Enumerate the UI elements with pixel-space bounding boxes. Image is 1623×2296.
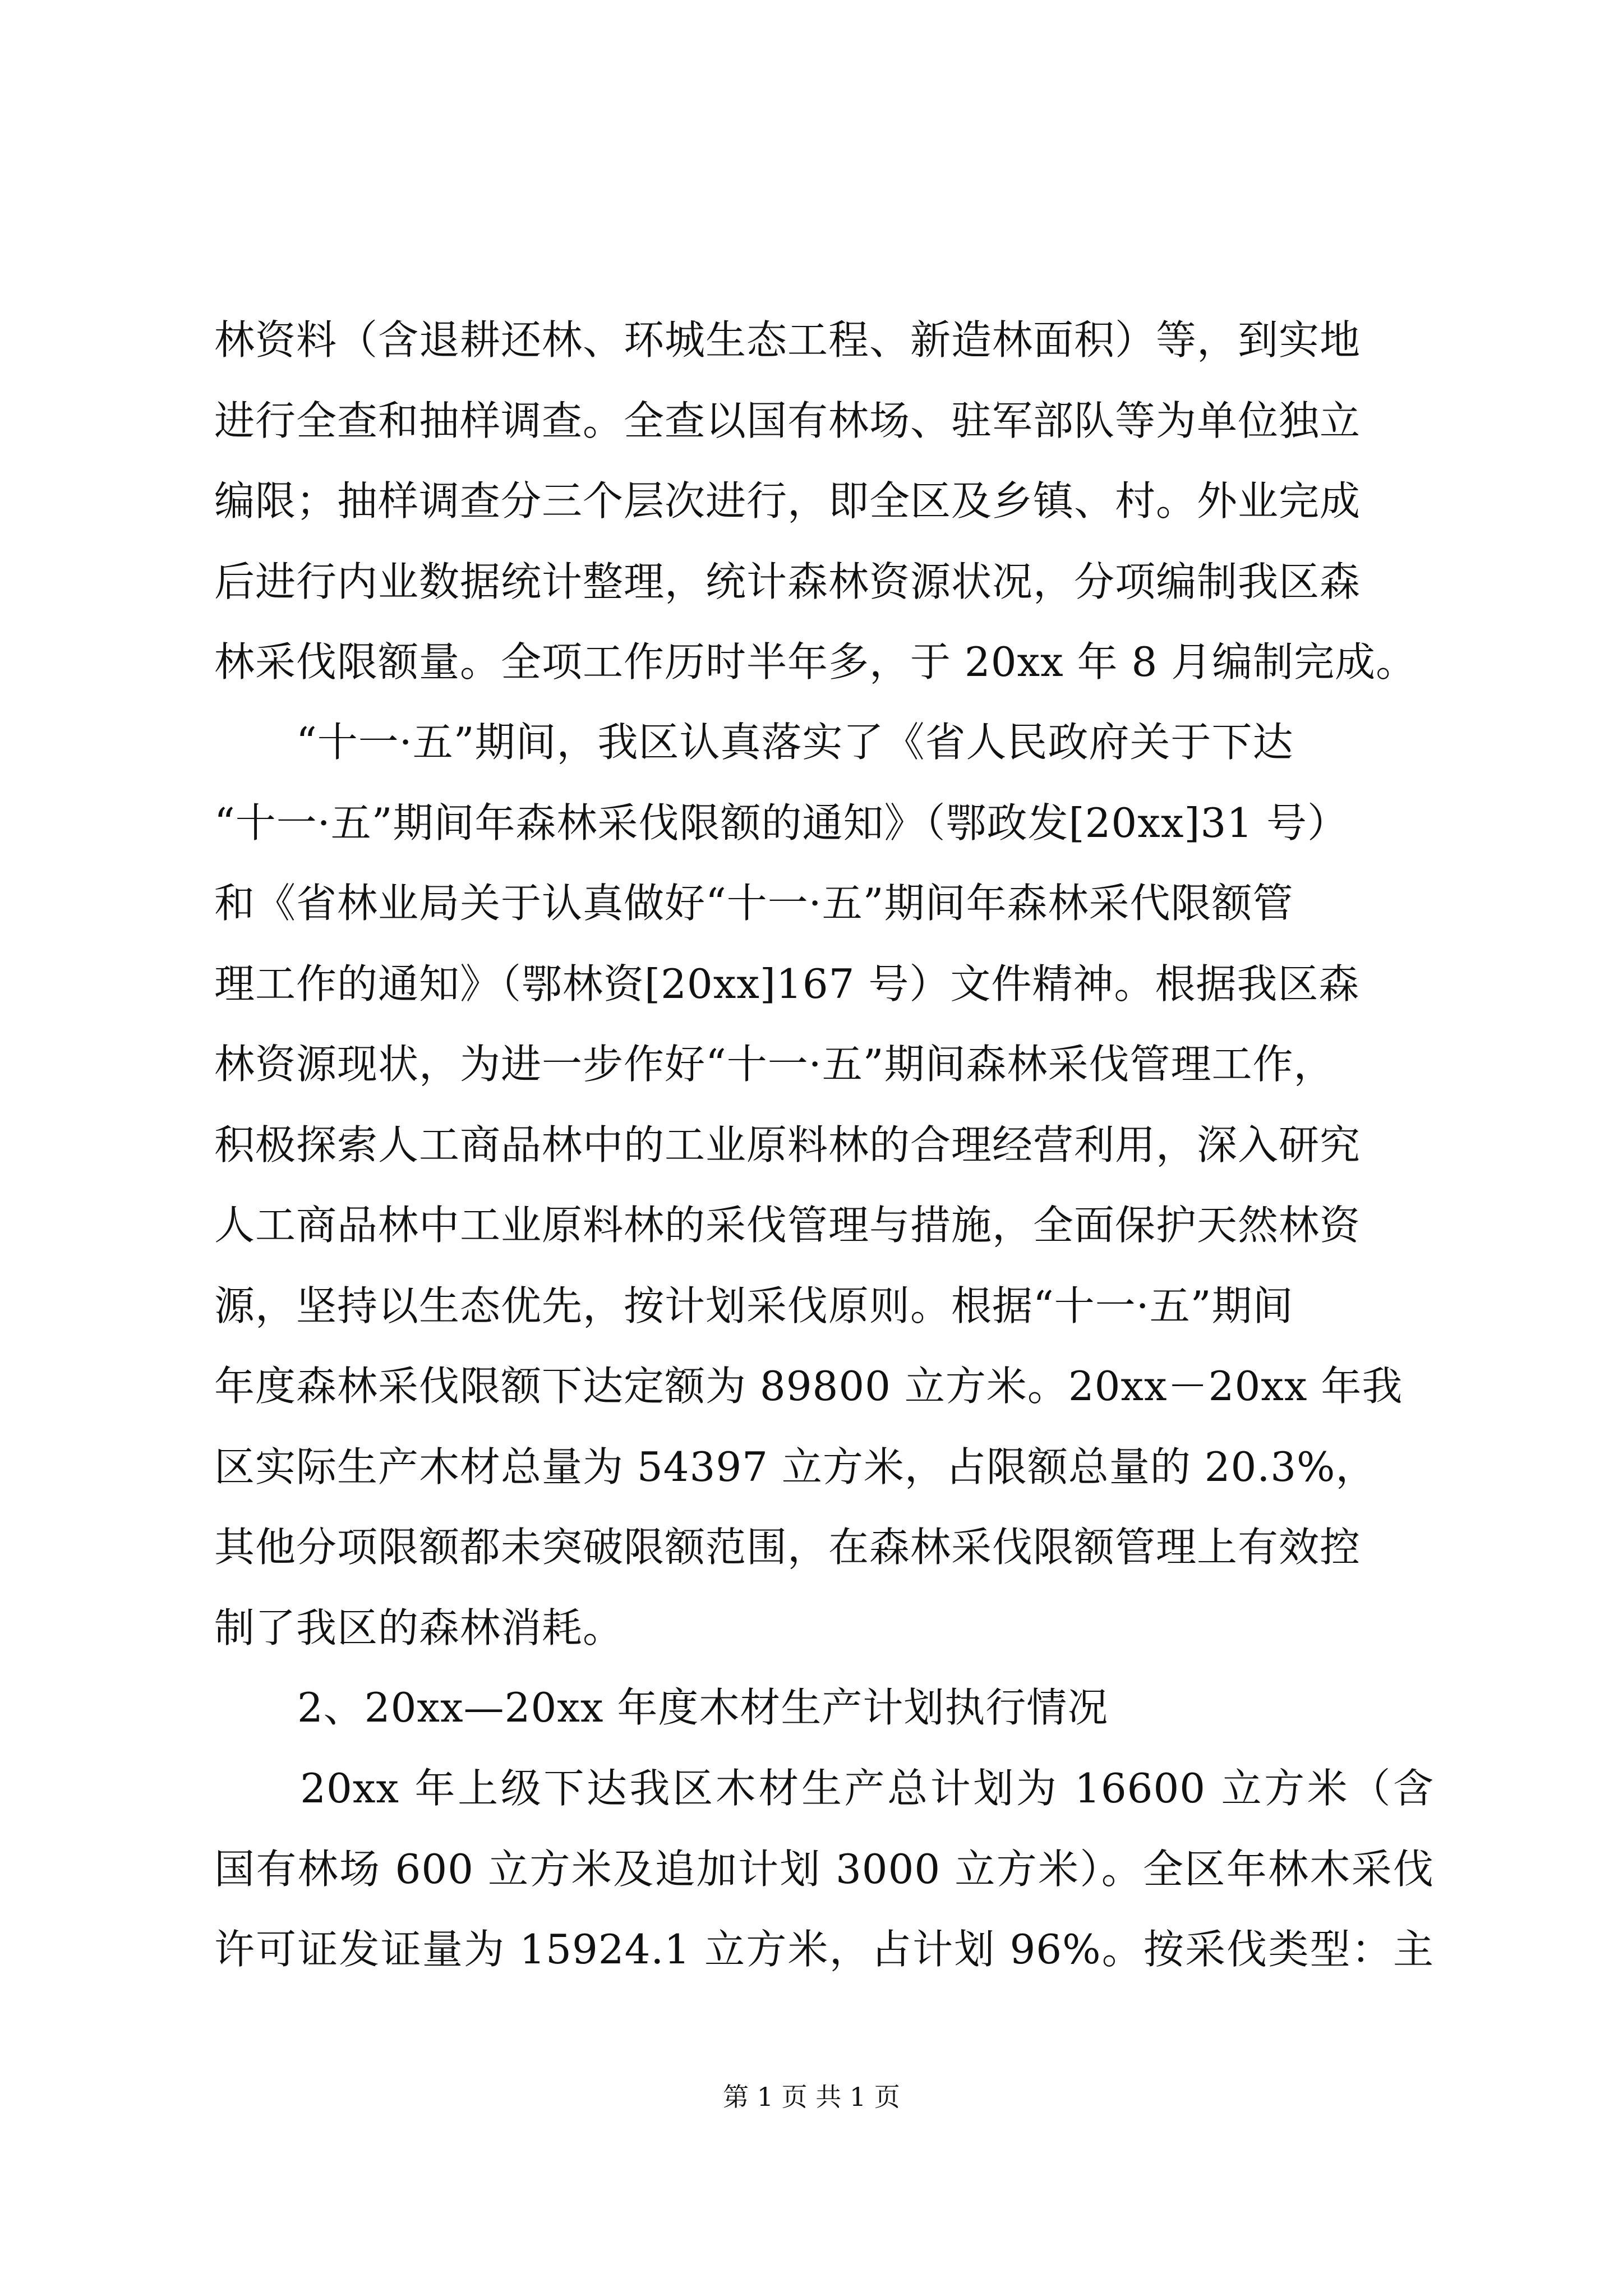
page-footer: 第 1 页 共 1 页 bbox=[723, 2082, 900, 2112]
paragraph-eleventh-five-year-limits: “十一·五”期间，我区认真落实了《省人民政府关于下达 “十一·五”期间年森林采伐限额的通知》（鄂政发[20xx]31 号） 和《省林业局关于认真做好“十一·五”期间年森林采代限额管 理工作的通知》（鄂林资[20xx]167 号）文件精神。根据我区森 林资源现状，为进一步作好“十一·五”期间森林采伐管理工作， 积极探索人工商品林中的工业原料林的合理经营利用，深入研究 人工商品林中工业原料林的采伐管理与措施，全面保护天然林资 源，坚持以生态优先，按计划采伐原则。根据“十一·五”期间 年度森林采伐限额下达定额为 89800 立方米。20xx－20xx 年我 区实际生产木材总量为 54397 立方米，占限额总量的 20.3%， 其他分项限额都未突破限额范围，在森林采伐限额管理上有效控 制了我区的森林消耗。 bbox=[214, 719, 1403, 1651]
section-heading-timber-plan: 2、20xx—20xx 年度木材生产计划执行情况 bbox=[297, 1684, 1109, 1731]
paragraph-timber-production: 20xx 年上级下达我区木材生产总计划为 16600 立方米（含 国有林场 600 立方米及追加计划 3000 立方米）。全区年林木采伐 许可证发证量为 15924.1 立方米，占计划 96%。按采伐类型：主 bbox=[214, 1765, 1434, 1973]
paragraph-forest-survey: 林资料（含退耕还林、环城生态工程、新造林面积）等，到实地 进行全查和抽样调查。全查以国有林场、驻军部队等为单位独立 编限；抽样调查分三个层次进行，即全区及乡镇、村。外业完成 后进行内业数据统计整理，统计森林资源状况，分项编制我区森 林采伐限额量。全项工作历时半年多，于 20xx 年 8 月编制完成。 bbox=[214, 316, 1417, 685]
